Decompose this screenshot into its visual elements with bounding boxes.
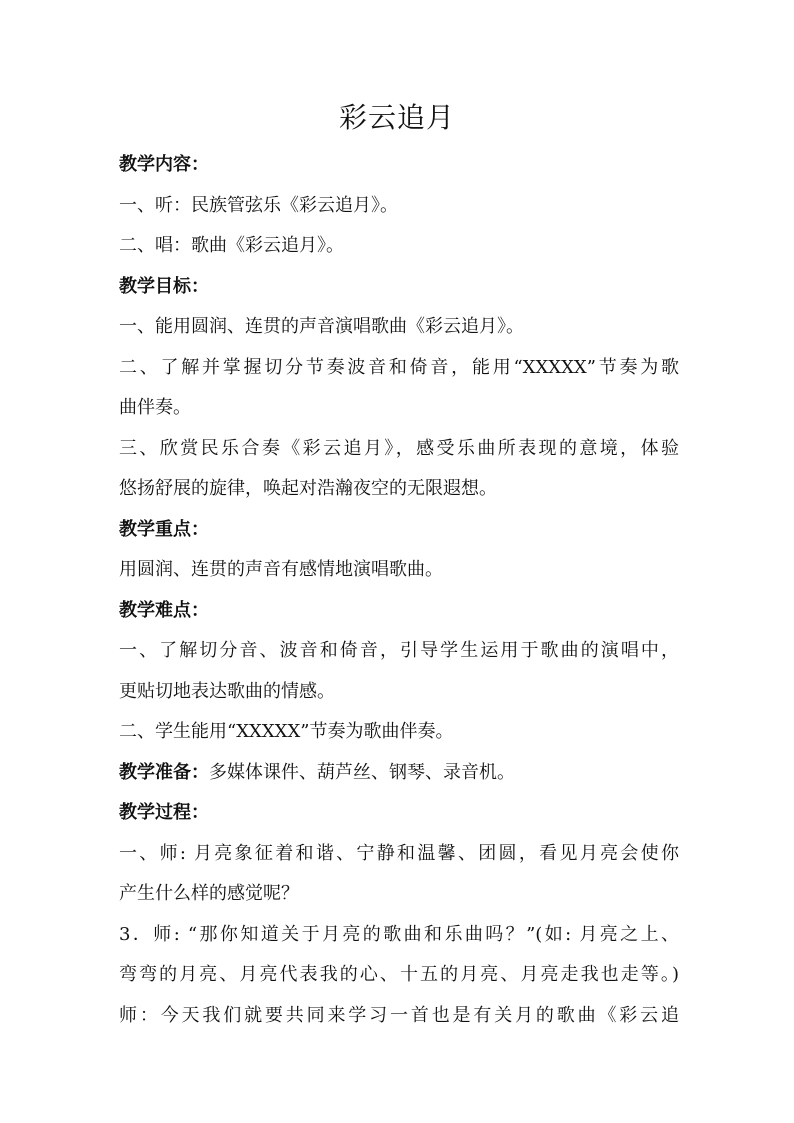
paragraph-line [119,469,679,510]
label-text: 教学难点： [119,599,209,621]
page-title: 彩云追月 [338,101,455,134]
paragraph-line [119,955,679,996]
paragraph-line [119,712,679,753]
body-text: 3．师: “那你知道关于月亮的歌曲和乐曲吗？”(如: 月亮之上、 [119,923,679,945]
document-body [119,145,679,1036]
paragraph-line [119,874,679,915]
paragraph-line [119,388,679,429]
paragraph-line [119,186,679,227]
body-text: 一、能用圆润、连贯的声音演唱歌曲《彩云追月》。 [119,316,524,337]
body-text: 一、听：民族管弦乐《彩云追月》。 [119,194,398,216]
body-text: 一、了解切分音、波音和倚音，引导学生运用于歌曲的演唱中， [119,640,679,661]
body-text: 更贴切地表达歌曲的情感。 [119,680,335,702]
body-text: 悠扬舒展的旋律，唤起对浩瀚夜空的无限遐想。 [119,478,497,499]
section-heading [119,510,679,551]
paragraph-line [119,348,679,389]
paragraph-line [119,550,679,591]
body-text: 二、学生能用“XXXXX”节奏为歌曲伴奏。 [119,721,454,742]
label-text: 教学内容： [119,154,209,175]
body-text: 曲伴奏。 [119,397,191,418]
paragraph-line [119,753,679,794]
label-text: 教学重点： [119,518,209,540]
body-text: 产生什么样的感觉呢？ [119,883,299,904]
paragraph-line [119,307,679,348]
body-text: 二、唱：歌曲《彩云追月》。 [119,235,344,256]
section-heading [119,591,679,632]
body-text: 一、师: 月亮象征着和谐、宁静和温馨、团圆，看见月亮会使你 [119,842,679,864]
section-heading [119,267,679,308]
paragraph-line [119,226,679,267]
paragraph-line [119,915,679,956]
body-text: 用圆润、连贯的声音有感情地演唱歌曲。 [119,559,443,580]
body-text: 师：今天我们就要共同来学习一首也是有关月的歌曲《彩云追 [119,1004,679,1026]
label-text: 教学准备： [119,761,209,783]
body-text: 弯弯的月亮、月亮代表我的心、十五的月亮、月亮走我也走等。) [119,964,679,985]
body-text: 多媒体课件、葫芦丝、钢琴、录音机。 [209,761,515,783]
paragraph-line [119,672,679,713]
body-text: 三、欣赏民乐合奏《彩云追月》，感受乐曲所表现的意境，体验 [119,437,679,459]
label-text: 教学目标： [119,275,209,297]
label-text: 教学过程： [119,802,209,823]
paragraph-line [119,429,679,470]
section-heading [119,145,679,186]
paragraph-line [119,834,679,875]
section-heading [119,793,679,834]
body-text: 二、了解并掌握切分节奏波音和倚音，能用“XXXXX”节奏为歌 [119,356,679,378]
paragraph-line [119,996,679,1037]
paragraph-line [119,631,679,672]
